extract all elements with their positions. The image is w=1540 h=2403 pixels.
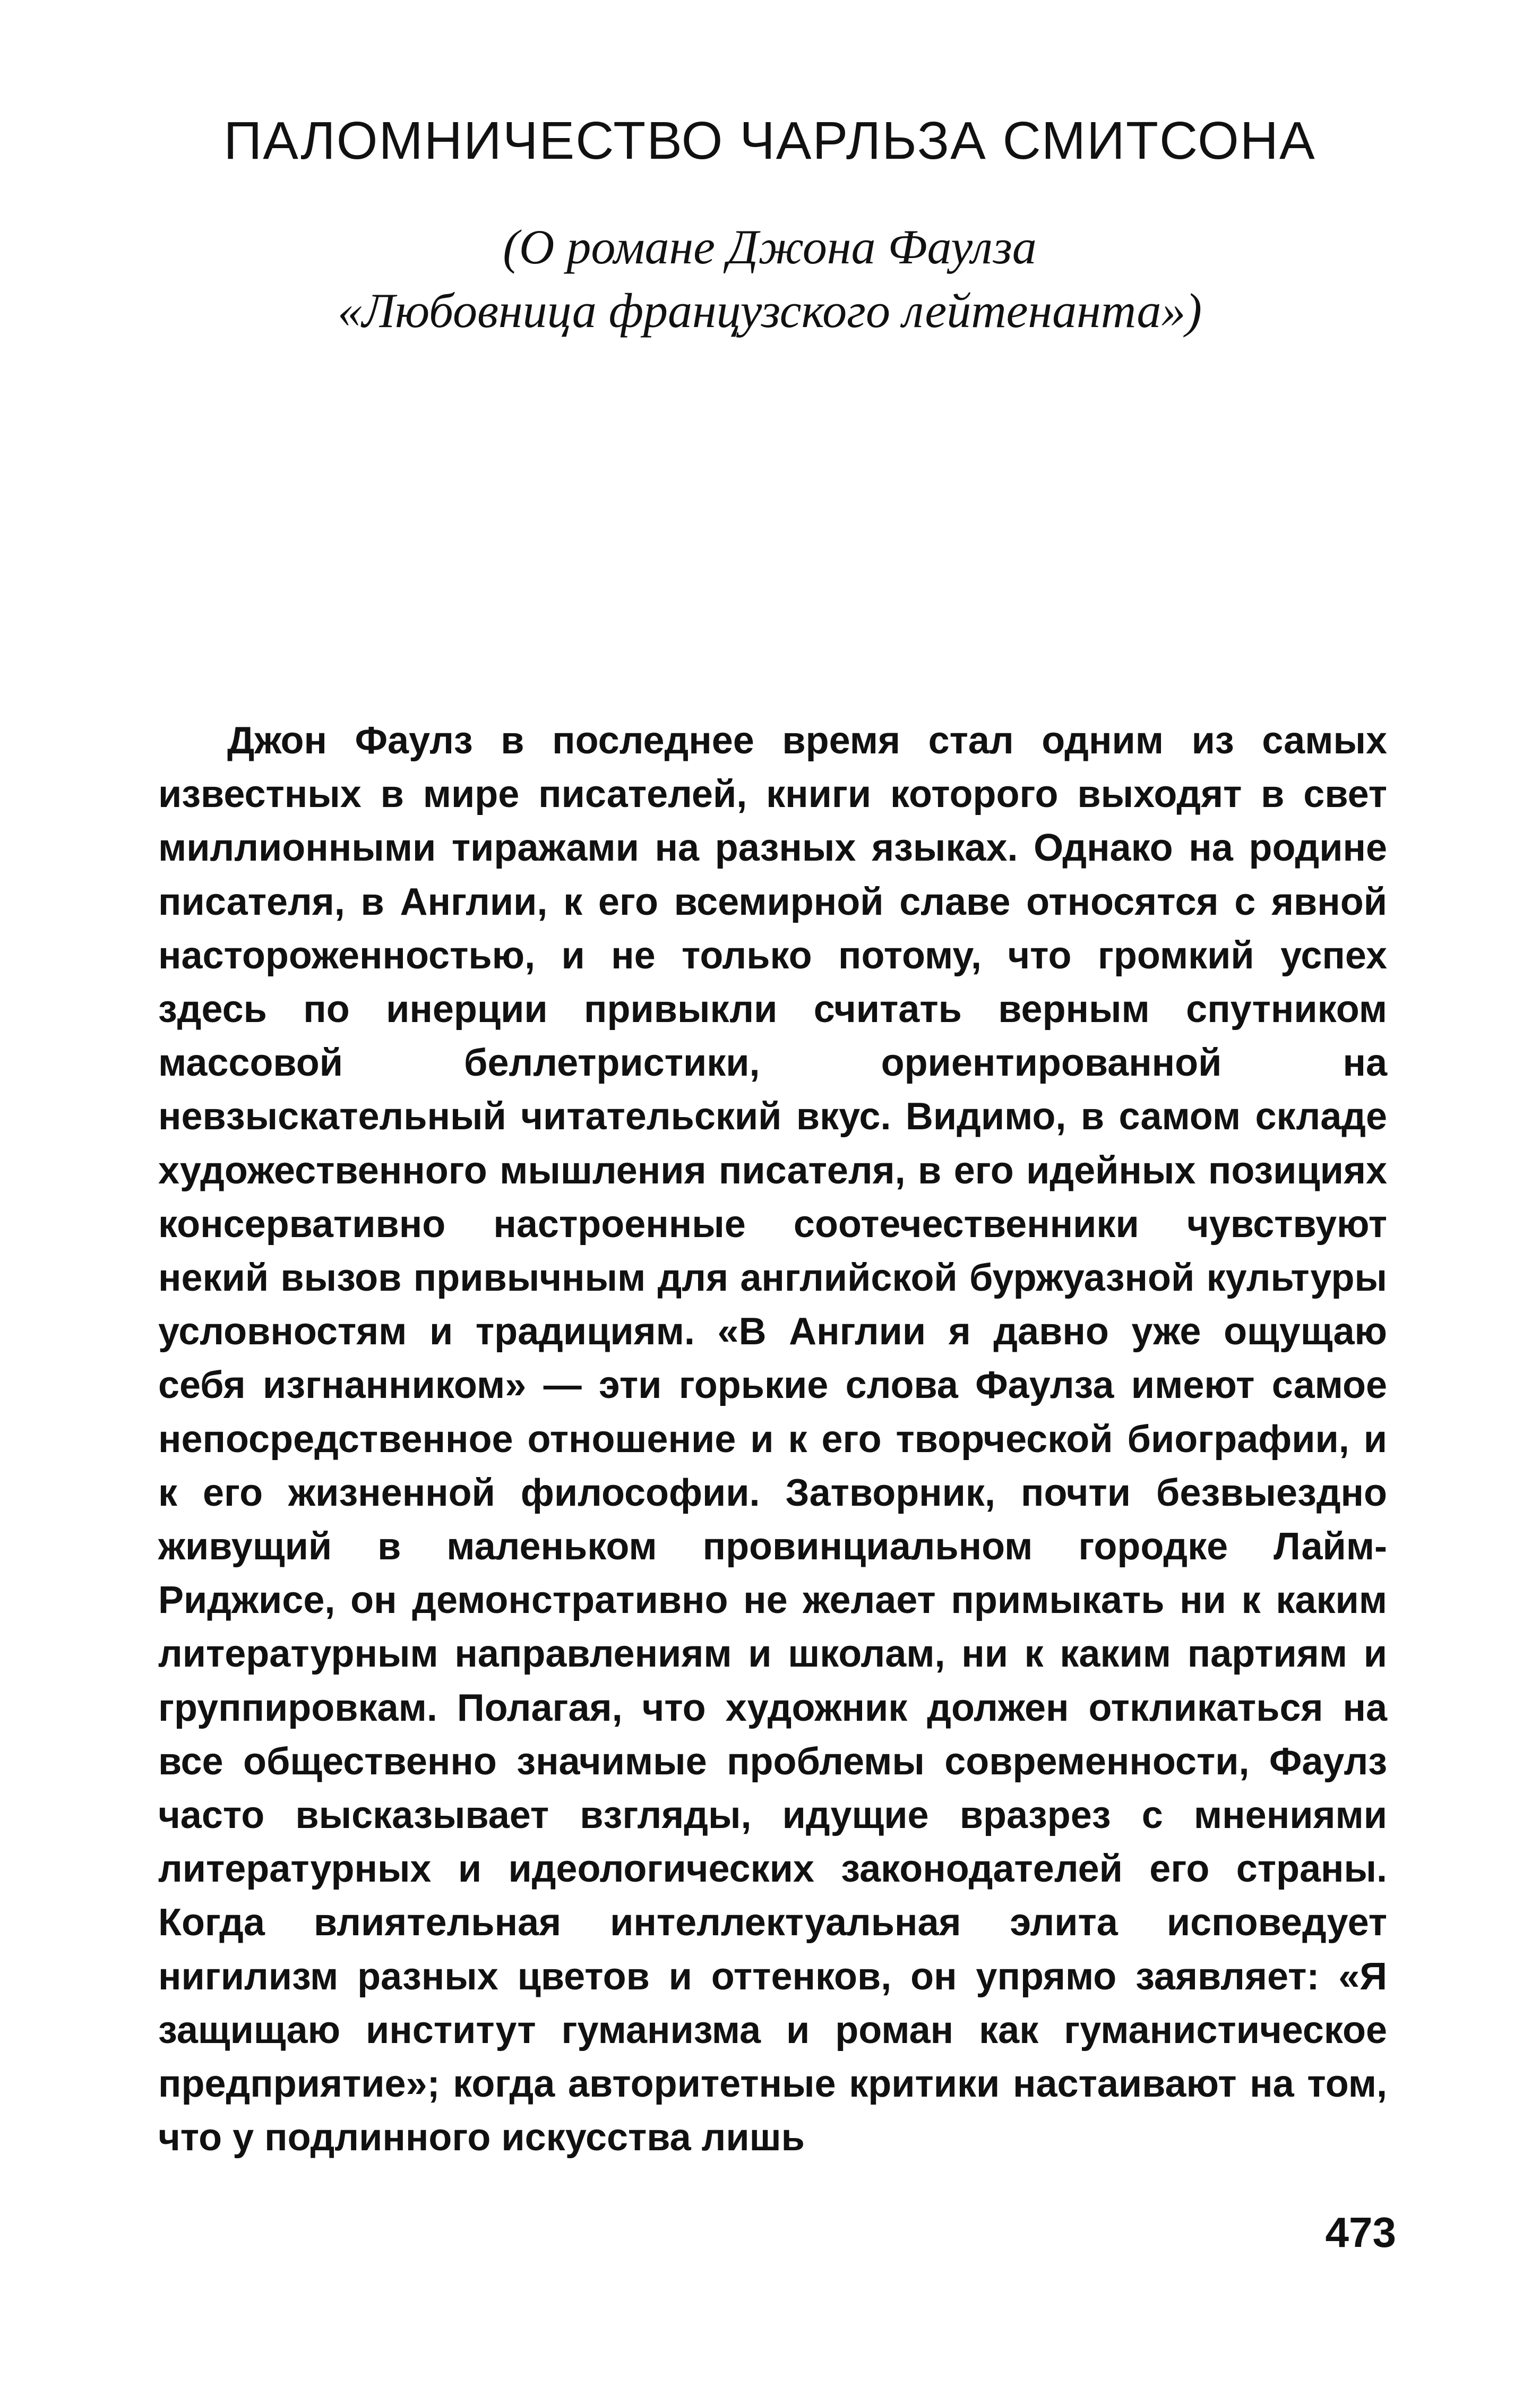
subtitle-line-1: (О романе Джона Фаулза [503,220,1037,274]
subtitle-line-2: «Любовница французского лейтенанта») [337,284,1202,338]
chapter-title: ПАЛОМНИЧЕСТВО ЧАРЛЬЗА СМИТСОНА [223,111,1316,170]
chapter-subtitle [159,215,1380,342]
page-number: 473 [1325,2209,1396,2256]
body-paragraph: Джон Фаулз в последнее время стал одним из самых известных в мире писателей, книги которого выходят в свет миллионными тиражами на разных языках. Однако на родине писателя, в Англии, к его всемирной славе относятся с явной настороженностью, и не только потому, что громкий успех здесь по инерции привыкли считать верным спутником массовой беллетристики, ориентированной на невзыскательный читательский вкус. Видимо, в самом складе художественного мышления писателя, в его идейных позициях консервативно настроенные соотечественники чувствуют некий вызов привычным для английской буржуазной культуры условностям и традициям. «В Англии я давно уже ощущаю себя изгнанником» — эти горькие слова Фаулза имеют самое непосредственное отношение и к его творческой биографии, и к его жизненной философии. Затворник, почти безвыездно живущий в маленьком провинциальном городке Лайм-Риджисе, он демонстративно не желает примыкать ни к каким литературным направлениям и школам, ни к каким партиям и группировкам. Полагая, что художник должен откликаться на все общественно значимые проблемы современности, Фаулз часто высказывает взгляды, идущие вразрез с мнениями литературных и идеологических законодателей его страны. Когда влиятельная интеллектуальная элита исповедует нигилизм разных цветов и оттенков, он упрямо заявляет: «Я защищаю институт гуманизма и роман как гуманистическое предприятие»; когда авторитетные критики настаивают на том, что у подлинного искусства лишь [158,719,1387,2159]
